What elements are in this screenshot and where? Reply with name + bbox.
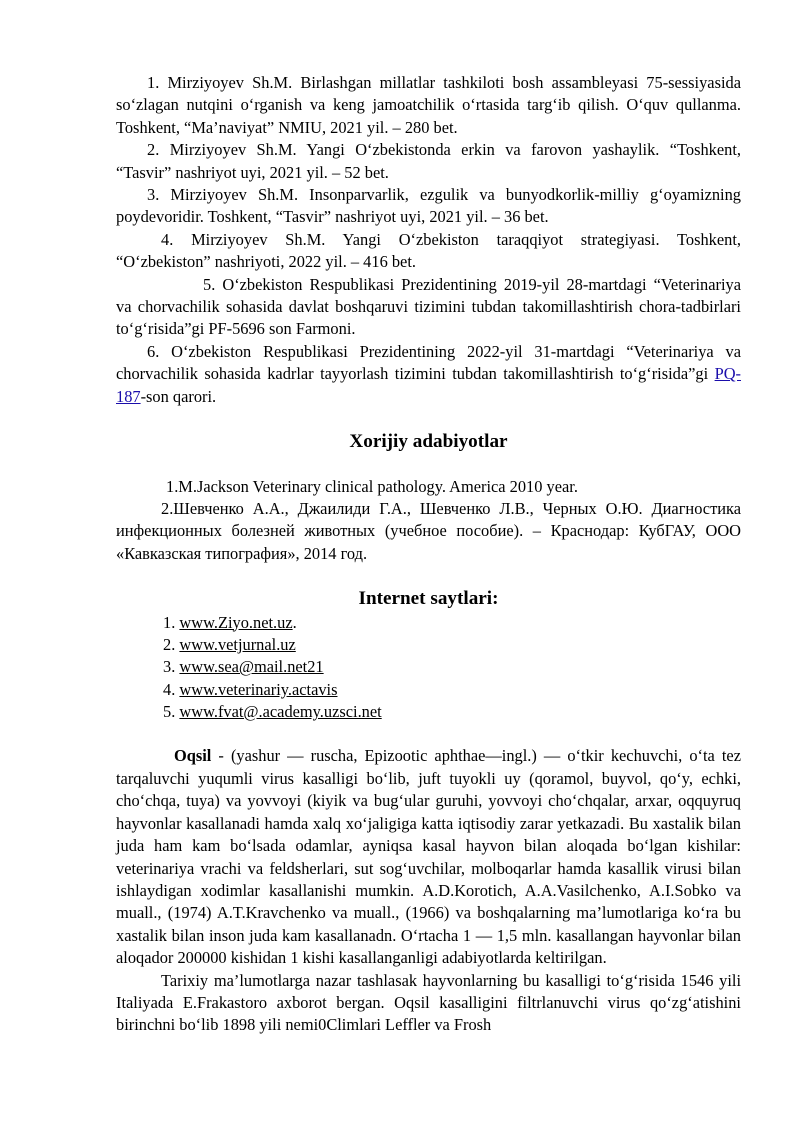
decree-link[interactable]: PQ-187 bbox=[116, 364, 741, 406]
site-item bbox=[163, 701, 741, 723]
site-item bbox=[163, 656, 741, 678]
reference-text: Mirziyoyev Sh.M. Birlashgan millatlar tashkiloti bosh assambleyasi 75-sessiyasida soʻzlagan nutqini oʻrganish va keng jamoatchilik oʻrtasida targʻib qilish. Oʻquv qullanma. Toshkent, “Ma’naviyat” NMIU, 2021 yil. – 280 bet. bbox=[116, 73, 741, 137]
reference-text: Mirziyoyev Sh.M. Yangi Oʻzbekiston taraqqiyot strategiyasi. Toshkent, “Oʻzbekiston” nashriyoti, 2022 yil. – 416 bet. bbox=[116, 229, 741, 272]
foreign-literature-list bbox=[116, 476, 741, 566]
site-number: 1. bbox=[163, 612, 176, 632]
paragraph-text: - (yashur — ruscha, Epizootic aphthae—ingl.) — oʻtkir kechuvchi, oʻta tez tarqaluvchi yuqumli virus kasalligi boʻlib, juft tuyokli uy (qoramol, buyvol, qoʻy, echki, choʻchqa, tuya) va yovvoyi (kiyik va bugʻular guruhi, yovvoyi choʻchqalar, arxar, oqquyruq hayvonlar kasallanadi hamda xalq xoʻjaligiga katta iqtisodiy zarar yetkazadi. Bu xastalik bilan juda ham kam boʻlsada odamlar, ayniqsa kasal hayvon bilan aloqada boʻlgan kishilar: veterinariya vrachi va feldsherlari, sut sogʻuvchilar, molboqarlar hamda kasallik virusi bilan ishlaydigan xodimlar kasallanishi mumkin. A.D.Korotich, A.A.Vasilchenko, A.I.Sobko va muall., (1974) A.T.Kravchenko va muall., (1966) va boshqalarning ma’lumotlariga koʻra bu xastalik bilan inson juda kam kasallanadn. Oʻrtacha 1 — 1,5 mln. kasallangan hayvonlar bilan aloqador 200000 kishidan 1 kishi kasallanganligi adabiyotlarda keltirilgan. bbox=[116, 746, 741, 968]
site-link[interactable]: www.sea@mail.net21 bbox=[179, 657, 324, 677]
reference-number: 4. bbox=[161, 229, 174, 249]
site-link[interactable]: www.Ziyo.net.uz bbox=[179, 612, 293, 632]
internet-sites-heading: Internet saytlari: bbox=[358, 588, 499, 610]
site-item bbox=[163, 612, 741, 634]
reference-text-suffix: -son qarori. bbox=[140, 386, 217, 406]
reference-item bbox=[116, 184, 741, 229]
reference-number: 2. bbox=[147, 140, 160, 160]
reference-text: Mirziyoyev Sh.M. Insonparvarlik, ezgulik va bunyodkorlik-milliy gʻoyamizning poydevoridir. Toshkent, “Tasvir” nashriyot uyi, 2021 yil. – 36 bet. bbox=[116, 185, 741, 227]
reference-item bbox=[116, 274, 741, 341]
reference-item bbox=[116, 72, 741, 139]
foreign-literature-item: 1.M.Jackson Veterinary clinical pathology. America 2010 year. bbox=[166, 476, 578, 496]
reference-text: Oʻzbekiston Respublikasi Prezidentining 2019-yil 28-martdagi “Veterinariya va chorvachilik sohasida davlat boshqaruvi tizimini tubdan takomillashtirish chora-tadbirlari toʻgʻrisida”gi PF-5696 son Farmoni. bbox=[116, 274, 741, 339]
site-link[interactable]: www.fvat@.academy.uzsci.net bbox=[179, 702, 382, 722]
site-number: 4. bbox=[163, 679, 176, 699]
site-link[interactable]: www.veterinariy.actavis bbox=[179, 679, 338, 699]
term-heading: Oqsil bbox=[174, 746, 212, 766]
foreign-literature-item: 2.Шевченко А.А., Джаилиди Г.А., Шевченко Л.В., Черных О.Ю. Диагностика инфекционных болезней животных (учебное пособие). – Краснодар: КубГАУ, ООО «Кавказская типография», 2014 год. bbox=[116, 498, 741, 563]
reference-item bbox=[116, 341, 741, 408]
internet-sites-list bbox=[116, 612, 741, 724]
reference-item bbox=[116, 229, 741, 274]
reference-text: Oʻzbekiston Respublikasi Prezidentining 2022-yil 31-martdagi “Veterinariya va chorvachilik sohasida kadrlar tayyorlash tizimini tubdan takomillashtirish toʻgʻrisida”gi bbox=[116, 341, 741, 384]
site-suffix: . bbox=[292, 612, 297, 632]
reference-number: 5. bbox=[203, 274, 216, 294]
foreign-literature-heading: Xorijiy adabiyotlar bbox=[349, 431, 508, 453]
references-list bbox=[116, 72, 741, 408]
reference-number: 1. bbox=[147, 73, 160, 92]
body-paragraph: Tarixiy ma’lumotlarga nazar tashlasak hayvonlarning bu kasalligi toʻgʻrisida 1546 yili Italiyada E.Frakastoro axborot bergan. Oqsil kasalligini filtrlanuvchi virus qoʻzgʻatishini birinchni boʻlib 1898 yili nemi0Climlari Leffler va Frosh bbox=[116, 970, 741, 1035]
article-body bbox=[116, 745, 741, 1036]
reference-text: Mirziyoyev Sh.M. Yangi Oʻzbekistonda erkin va farovon yashaylik. “Toshkent, “Tasvir” nashriyot uyi, 2021 yil. – 52 bet. bbox=[116, 140, 741, 182]
reference-item bbox=[116, 139, 741, 184]
body-paragraph bbox=[116, 745, 741, 969]
site-item bbox=[163, 679, 741, 701]
reference-number: 6. bbox=[147, 341, 160, 361]
site-number: 3. bbox=[163, 657, 176, 677]
site-number: 5. bbox=[163, 702, 176, 722]
reference-number: 3. bbox=[147, 185, 160, 205]
site-item bbox=[163, 634, 741, 656]
site-number: 2. bbox=[163, 634, 176, 654]
site-link[interactable]: www.vetjurnal.uz bbox=[179, 634, 296, 654]
